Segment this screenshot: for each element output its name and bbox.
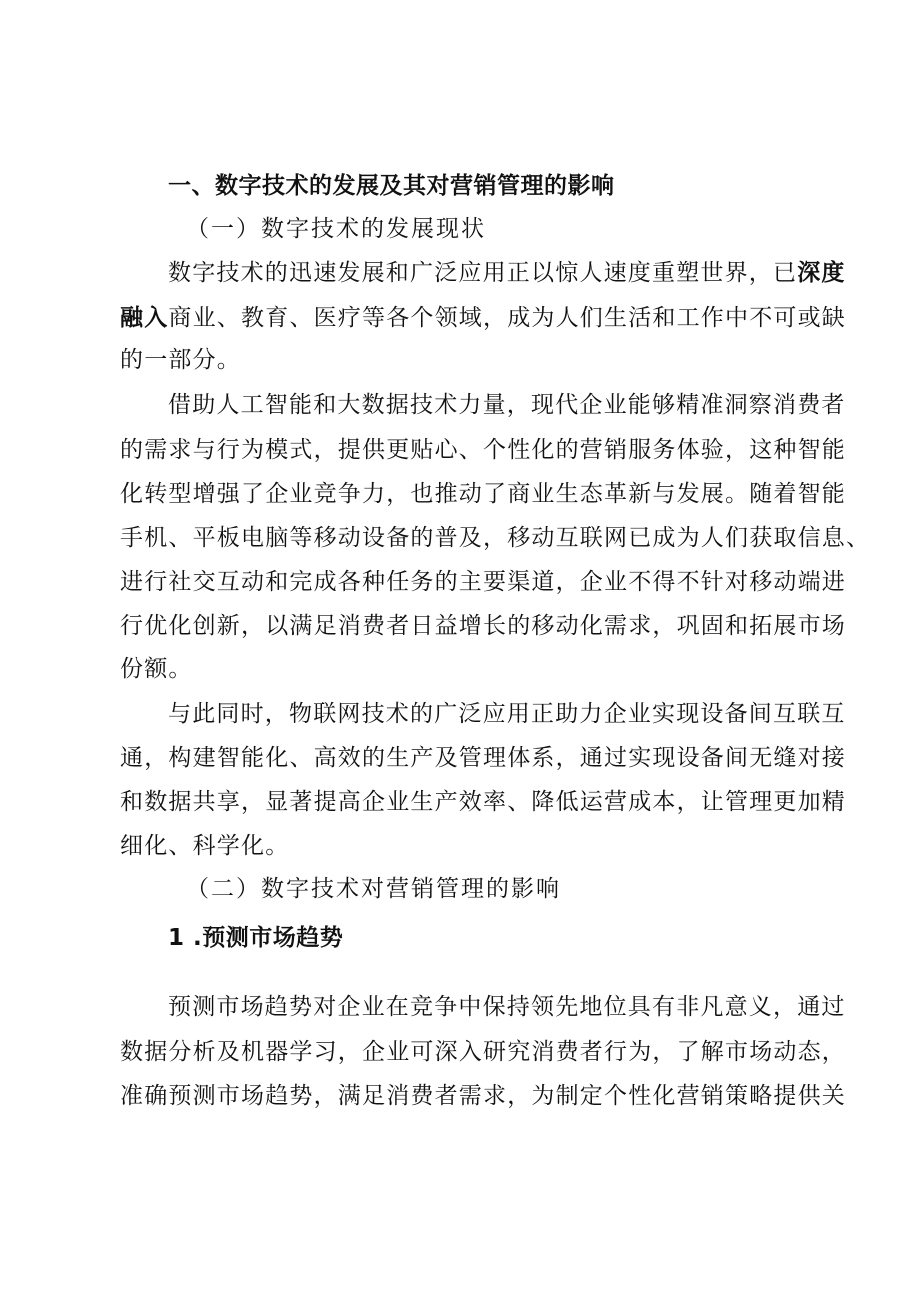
paragraph-2-line-5: 进行社交互动和完成各种任务的主要渠道，企业不得不针对移动端进 — [120, 569, 846, 595]
paragraph-3-line-2: 通，构建智能化、高效的生产及管理体系，通过实现设备间无缝对接 — [120, 745, 846, 771]
paragraph-4-line-1: 预测市场趋势对企业在竞争中保持领先地位具有非凡意义，通过 — [168, 994, 846, 1020]
paragraph-1-text: 数字技术的迅速发展和广泛应用正以惊人速度重塑世界，已 — [168, 260, 798, 286]
paragraph-2-line-2: 的需求与行为模式，提供更贴心、个性化的营销服务体验，这种智能 — [120, 437, 846, 463]
paragraph-1-bold-text: 融入 — [120, 305, 169, 331]
subsection-heading-1: （一）数字技术的发展现状 — [186, 216, 486, 242]
paragraph-2-line-6: 行优化创新，以满足消费者日益增长的移动化需求，巩固和拓展市场 — [120, 613, 846, 639]
paragraph-2-line-4: 手机、平板电脑等移动设备的普及，移动互联网已成为人们获取信息、 — [120, 525, 871, 551]
paragraph-4-line-2: 数据分析及机器学习，企业可深入研究消费者行为，了解市场动态， — [120, 1039, 846, 1065]
paragraph-1-line-2 — [120, 303, 846, 333]
paragraph-1-text: 商业、教育、医疗等各个领域，成为人们生活和工作中不可或缺 — [168, 305, 847, 331]
subsection-heading-2: （二）数字技术对营销管理的影响 — [186, 876, 561, 902]
paragraph-3-line-1: 与此同时，物联网技术的广泛应用正助力企业实现设备间互联互 — [168, 701, 846, 727]
paragraph-1-bold-text: 深度 — [797, 260, 846, 286]
paragraph-2-line-7: 份额。 — [120, 656, 193, 682]
paragraph-3-line-3: 和数据共享，显著提高企业生产效率、降低运营成本，让管理更加精 — [120, 789, 846, 815]
paragraph-3-line-4: 细化、科学化。 — [120, 833, 290, 859]
paragraph-4-line-3: 准确预测市场趋势，满足消费者需求，为制定个性化营销策略提供关 — [120, 1083, 846, 1109]
section-heading-1: 一、数字技术的发展及其对营销管理的影响 — [168, 173, 615, 199]
paragraph-1-line-3: 的一部分。 — [120, 347, 241, 373]
item-heading-1: 1 .预测市场趋势 — [168, 925, 344, 951]
paragraph-2-line-3: 化转型增强了企业竞争力，也推动了商业生态革新与发展。随着智能 — [120, 481, 846, 507]
paragraph-1-line-1 — [168, 258, 846, 288]
paragraph-2-line-1: 借助人工智能和大数据技术力量，现代企业能够精准洞察消费者 — [168, 392, 846, 418]
